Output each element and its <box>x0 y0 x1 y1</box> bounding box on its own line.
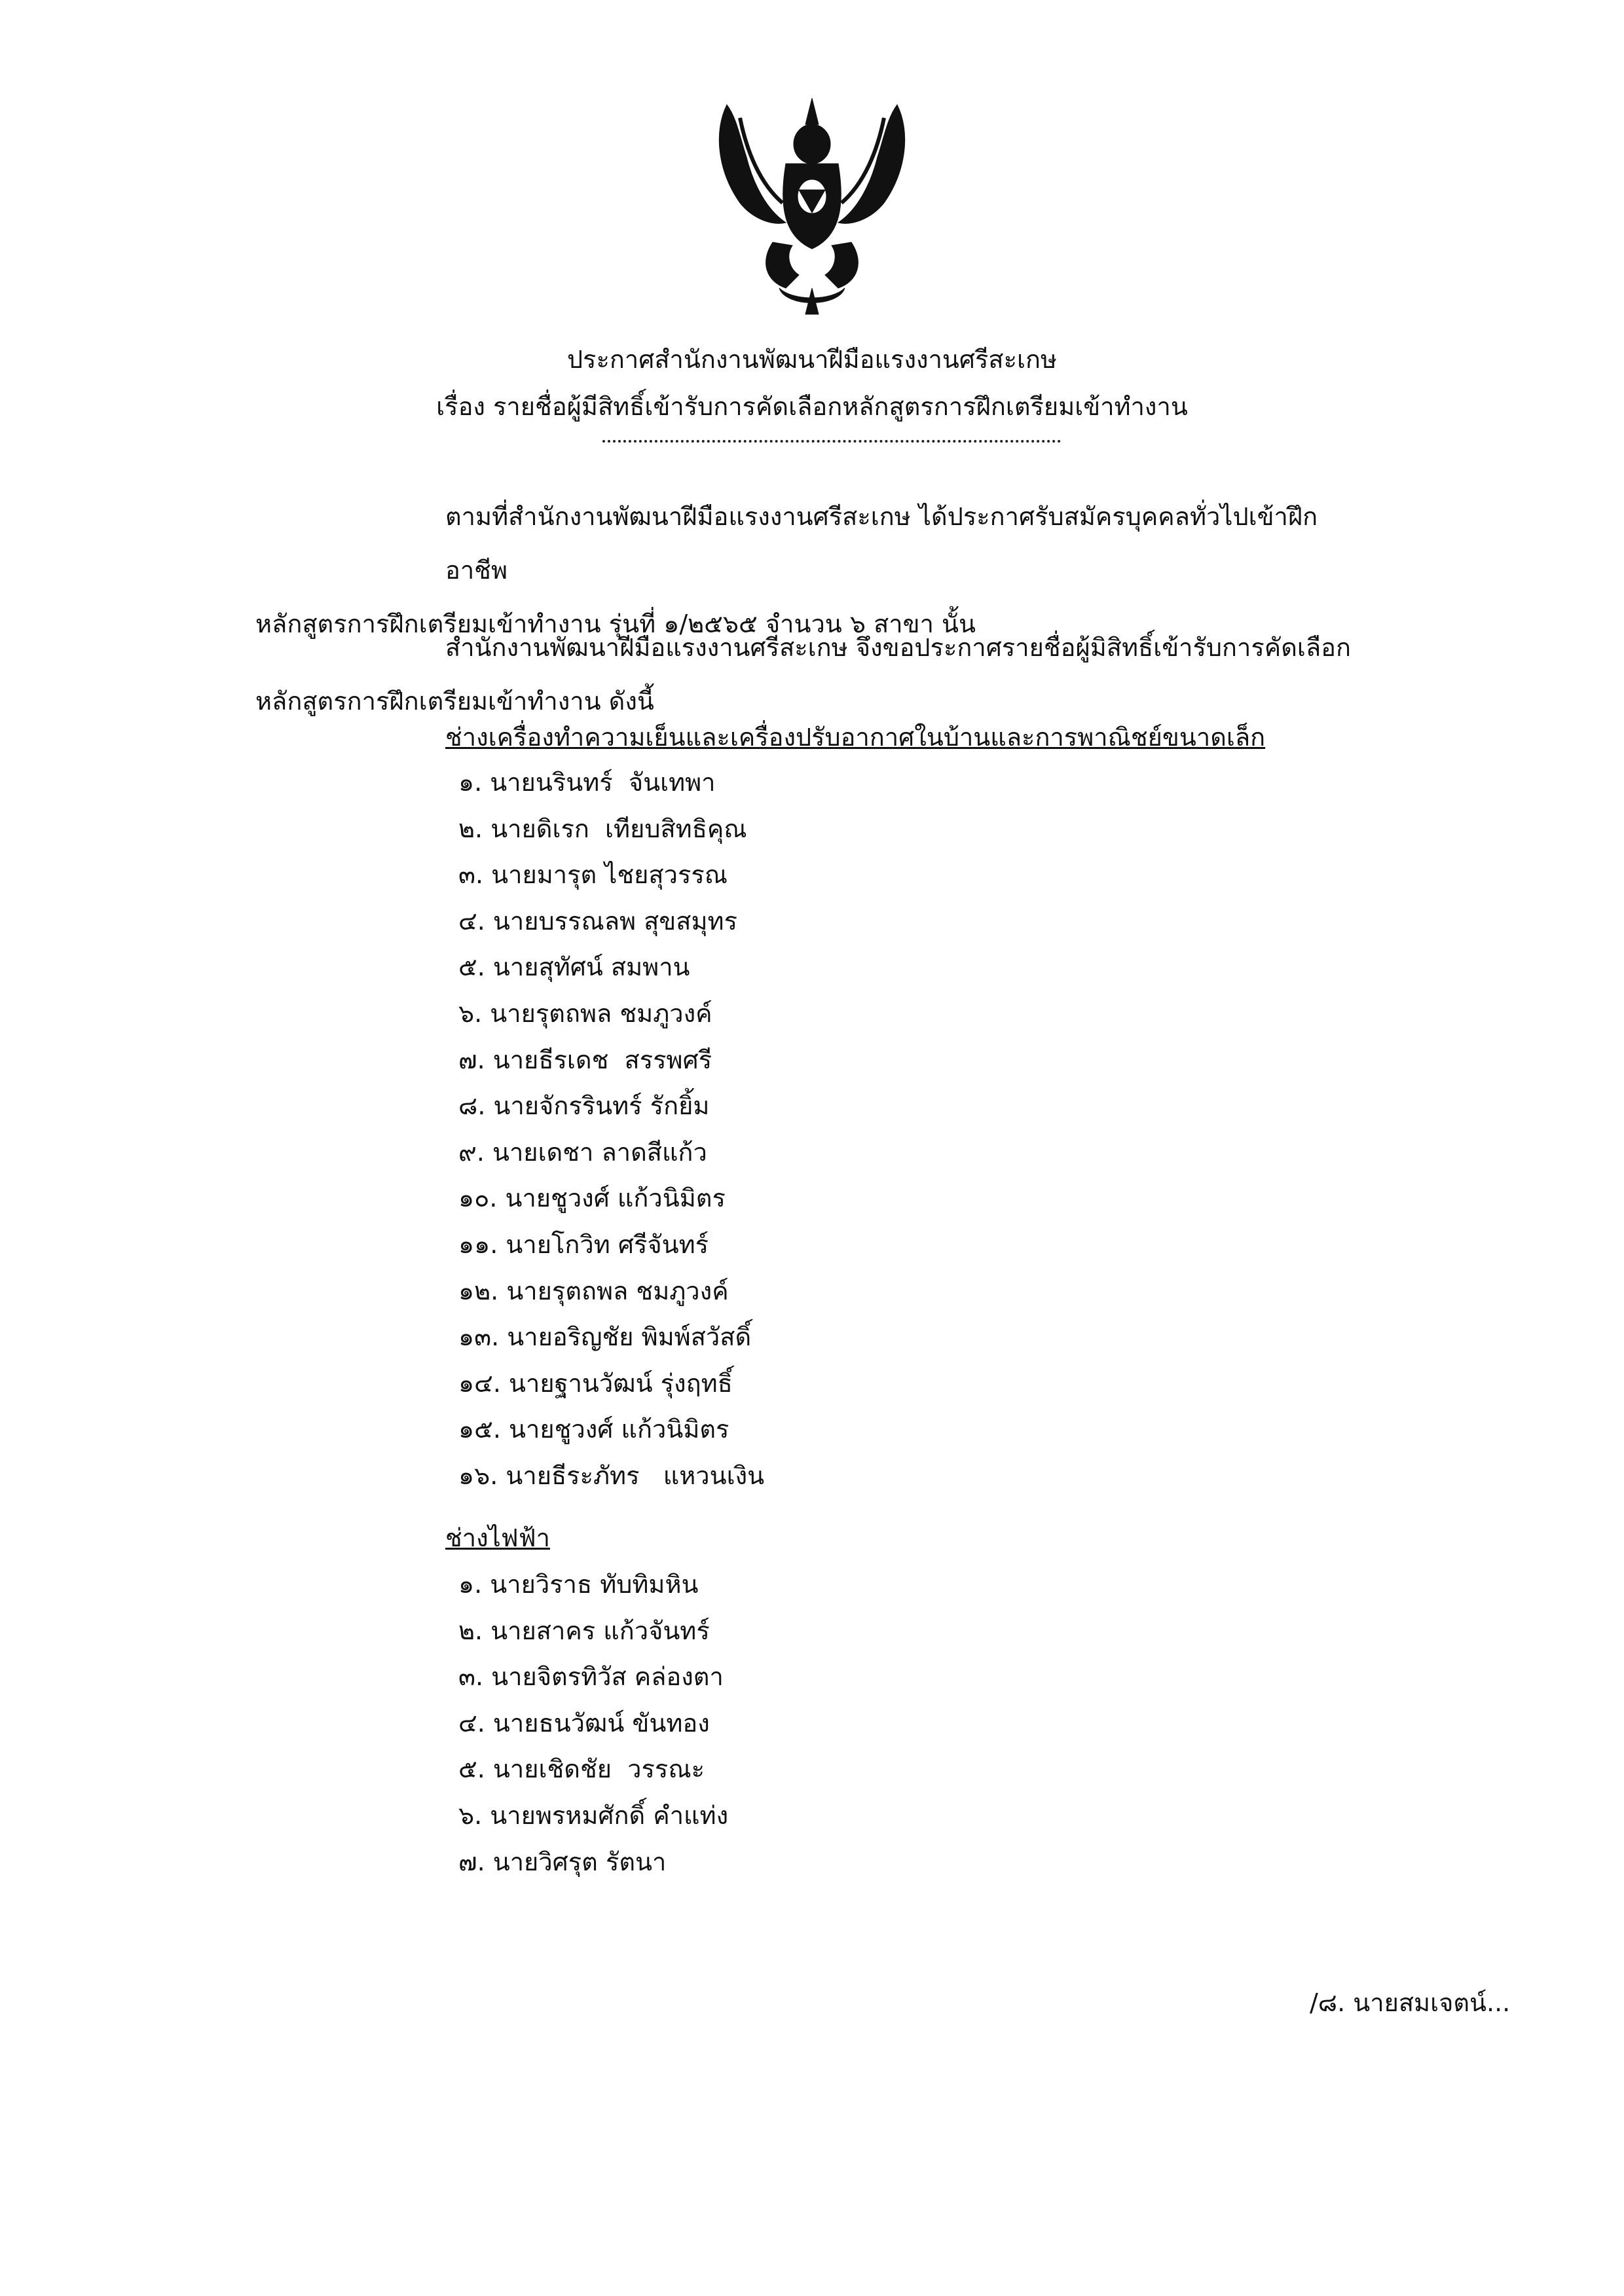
section-heading-refrigeration: ช่างเครื่องทำความเย็นและเครื่องปรับอากาศในบ้านและการพาณิชย์ขนาดเล็ก <box>445 723 1266 752</box>
paragraph-intro-line-2: หลักสูตรการฝึกเตรียมเข้าทำงาน รุ่นที่ ๑/๒๕๖๕ จำนวน ๖ สาขา นั้น <box>255 610 976 638</box>
paragraph-announcement-line-1: สำนักงานพัฒนาฝีมือแรงงานศรีสะเกษ จึงขอประกาศรายชื่อผู้มิสิทธิ์เข้ารับการคัดเลือก <box>445 633 1351 662</box>
list-item: ๔. นายธนวัฒน์ ขันทอง <box>458 1708 710 1738</box>
list-item: ๕. นายสุทัศน์ สมพาน <box>458 953 690 982</box>
list-item: ๑๑. นายโกวิท ศรีจันทร์ <box>458 1230 709 1259</box>
list-item: ๑๖. นายธีระภัทร แหวนเงิน <box>458 1461 765 1490</box>
dotted-separator <box>602 440 1061 443</box>
list-item: ๙. นายเดชา ลาดสีแก้ว <box>458 1137 707 1167</box>
garuda-emblem <box>701 92 923 318</box>
list-item: ๓. นายมารุต ไชยสุวรรณ <box>458 860 728 890</box>
list-item: ๑. นายวิราธ ทับทิมหิน <box>458 1570 699 1599</box>
paragraph-intro-line-1: ตามที่สำนักงานพัฒนาฝีมือแรงงานศรีสะเกษ ได้ประกาศรับสมัครบุคคลทั่วไปเข้าฝึกอาชีพ <box>445 502 1318 585</box>
paragraph-announcement-line-2: หลักสูตรการฝึกเตรียมเข้าทำงาน ดังนี้ <box>255 687 654 716</box>
paragraph-announcement <box>255 621 1375 728</box>
list-item: ๘. นายจักรรินทร์ รักยิ้ม <box>458 1091 710 1121</box>
list-item: ๑๐. นายชูวงศ์ แก้วนิมิตร <box>458 1184 726 1213</box>
list-item: ๗. นายวิศรุต รัตนา <box>458 1847 667 1876</box>
announcement-subject: เรื่อง รายชื่อผู้มีสิทธิ์เข้ารับการคัดเลือกหลักสูตรการฝึกเตรียมเข้าทำงาน <box>436 392 1188 421</box>
list-item: ๕. นายเชิดชัย วรรณะ <box>458 1755 705 1784</box>
list-item: ๖. นายพรหมศักดิ์ คำแท่ง <box>458 1800 729 1830</box>
section-heading-electrician: ช่างไฟฟ้า <box>445 1523 550 1552</box>
list-item: ๗. นายธีรเดช สรรพศรี <box>458 1045 712 1074</box>
name-list-electrician <box>458 1561 728 1885</box>
list-item: ๓. นายจิตรทิวัส คล่องตา <box>458 1662 724 1692</box>
name-list-refrigeration <box>458 759 764 1499</box>
list-item: ๔. นายบรรณลพ สุขสมุทร <box>458 906 737 936</box>
list-item: ๒. นายสาคร แก้วจันทร์ <box>458 1616 710 1645</box>
announcement-title: ประกาศสำนักงานพัฒนาฝีมือแรงงานศรีสะเกษ <box>566 345 1058 374</box>
page-continuation: /๘. นายสมเจตน์... <box>1310 1988 1511 2017</box>
list-item: ๑๓. นายอริญชัย พิมพ์สวัสดิ์ <box>458 1322 752 1352</box>
list-item: ๑. นายนรินทร์ จันเทพา <box>458 768 716 797</box>
list-item: ๑๒. นายรุตถพล ชมภูวงค์ <box>458 1276 729 1305</box>
list-item: ๑๕. นายชูวงศ์ แก้วนิมิตร <box>458 1415 729 1444</box>
list-item: ๑๔. นายฐานวัฒน์ รุ่งฤทธิ์ <box>458 1368 733 1398</box>
list-item: ๖. นายรุตถพล ชมภูวงค์ <box>458 998 712 1028</box>
list-item: ๒. นายดิเรก เทียบสิทธิคุณ <box>458 814 747 843</box>
